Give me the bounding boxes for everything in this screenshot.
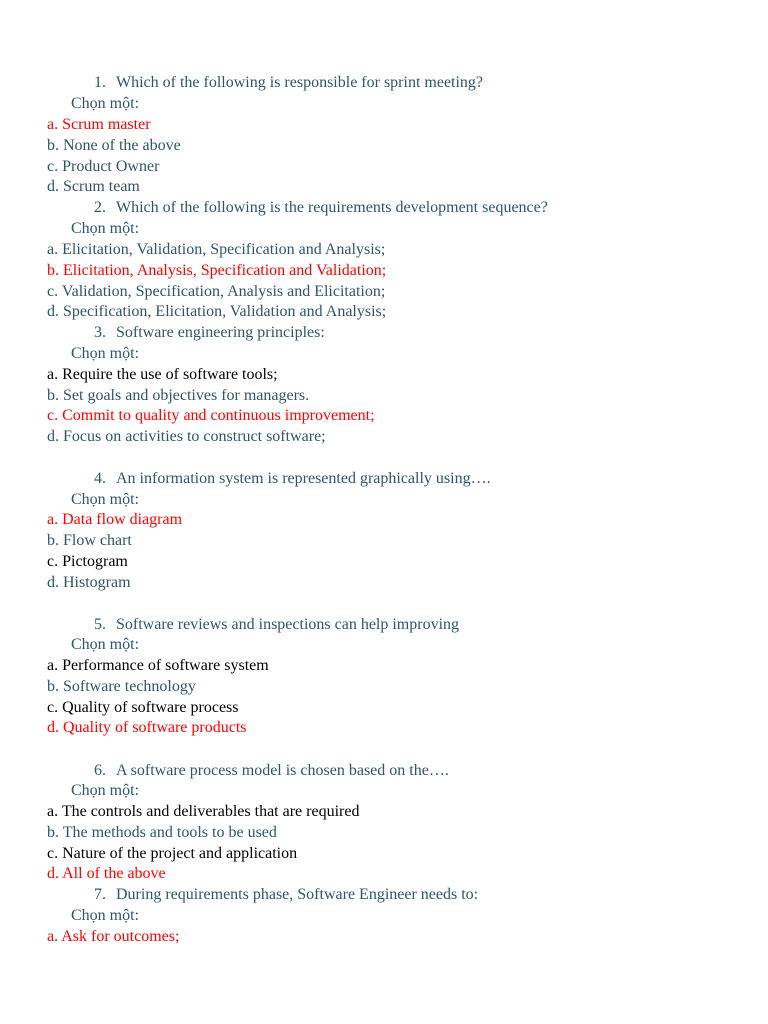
option-b: b. Flow chart <box>47 532 132 549</box>
question-4 <box>94 469 491 489</box>
option-c: c. Product Owner <box>47 158 160 175</box>
option-b: b. The methods and tools to be used <box>47 824 277 841</box>
question-text: Which of the following is the requirements development sequence? <box>116 199 548 216</box>
question-text: During requirements phase, Software Engineer needs to: <box>116 886 479 903</box>
option-c: c. Pictogram <box>47 553 128 570</box>
question-3 <box>94 323 325 343</box>
option-c: c. Nature of the project and application <box>47 845 298 862</box>
option-a: a. Data flow diagram <box>47 511 183 528</box>
choose-one-label: Chọn một: <box>71 907 140 924</box>
option-a: a. Require the use of software tools; <box>47 366 278 383</box>
option-c: c. Validation, Specification, Analysis and Elicitation; <box>47 283 386 300</box>
option-b: b. Software technology <box>47 678 196 695</box>
option-a: a. The controls and deliverables that are required <box>47 803 360 820</box>
option-a: a. Ask for outcomes; <box>47 928 180 945</box>
question-1 <box>94 73 483 93</box>
question-number: 4. <box>94 470 106 487</box>
question-6 <box>94 761 449 781</box>
question-number: 1. <box>94 74 106 91</box>
question-text: A software process model is chosen based on the…. <box>116 762 449 779</box>
choose-one-label: Chọn một: <box>71 345 140 362</box>
question-5 <box>94 615 459 635</box>
choose-one-label: Chọn một: <box>71 220 140 237</box>
question-number: 7. <box>94 886 106 903</box>
option-b: b. Set goals and objectives for managers. <box>47 387 310 404</box>
choose-one-label: Chọn một: <box>71 95 140 112</box>
option-b: b. Elicitation, Analysis, Specification and Validation; <box>47 262 387 279</box>
option-b: b. None of the above <box>47 137 181 154</box>
option-c: c. Commit to quality and continuous improvement; <box>47 407 375 424</box>
option-d: d. Scrum team <box>47 178 140 195</box>
question-7 <box>94 885 478 905</box>
choose-one-label: Chọn một: <box>71 491 140 508</box>
question-number: 3. <box>94 324 106 341</box>
question-number: 6. <box>94 762 106 779</box>
option-a: a. Scrum master <box>47 116 151 133</box>
option-d: d. Focus on activities to construct software; <box>47 428 326 445</box>
question-text: Which of the following is responsible for sprint meeting? <box>116 74 484 91</box>
option-a: a. Elicitation, Validation, Specification and Analysis; <box>47 241 386 258</box>
question-number: 5. <box>94 616 106 633</box>
question-text: Software engineering principles: <box>116 324 325 341</box>
question-2 <box>94 198 548 218</box>
option-d: d. Quality of software products <box>47 719 247 736</box>
option-d: d. Specification, Elicitation, Validation and Analysis; <box>47 303 387 320</box>
question-text: An information system is represented graphically using…. <box>116 470 491 487</box>
choose-one-label: Chọn một: <box>71 782 140 799</box>
question-number: 2. <box>94 199 106 216</box>
option-d: d. Histogram <box>47 574 131 591</box>
choose-one-label: Chọn một: <box>71 636 140 653</box>
question-text: Software reviews and inspections can help improving <box>116 616 460 633</box>
option-d: d. All of the above <box>47 865 166 882</box>
option-a: a. Performance of software system <box>47 657 269 674</box>
option-c: c. Quality of software process <box>47 699 239 716</box>
